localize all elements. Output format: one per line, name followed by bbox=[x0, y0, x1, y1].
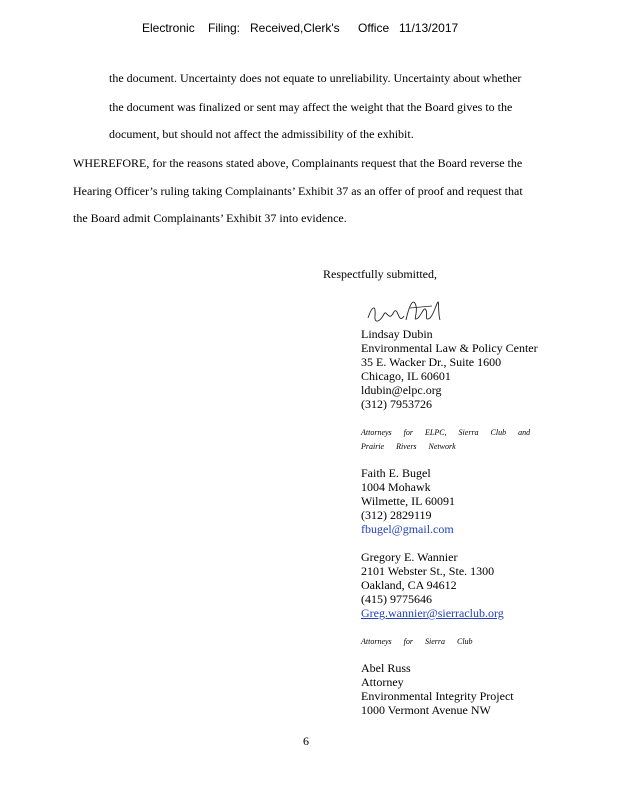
signatory-address: Wilmette, IL 60091 bbox=[361, 494, 456, 508]
attorneys-for-elpc-cont: Prairie Rivers Network bbox=[361, 442, 456, 451]
signatory-address: 2101 Webster St., Ste. 1300 bbox=[361, 564, 495, 578]
body-line: Hearing Officer’s ruling taking Complainants’ Exhibit 37 as an offer of proof and request that bbox=[73, 184, 523, 198]
signatory-address: 1000 Vermont Avenue NW bbox=[361, 703, 491, 717]
attorneys-for-elpc: Attorneys for ELPC, Sierra Club and bbox=[361, 428, 531, 437]
header-electronic: Electronic bbox=[142, 21, 195, 35]
body-line: WHEREFORE, for the reasons stated above, Complainants request that the Board reverse the bbox=[73, 156, 523, 170]
body-line: the Board admit Complainants’ Exhibit 37 into evidence. bbox=[73, 211, 347, 225]
signatory-phone: (312) 7953726 bbox=[361, 397, 432, 411]
body-line: the document. Uncertainty does not equate to unreliability. Uncertainty about whether bbox=[109, 71, 522, 85]
signatory-address: 1004 Mohawk bbox=[361, 480, 431, 494]
body-line: document, but should not affect the admissibility of the exhibit. bbox=[109, 127, 414, 141]
header-date: 11/13/2017 bbox=[399, 21, 459, 35]
header-received: Received,Clerk's bbox=[250, 21, 340, 35]
signatory-russ bbox=[361, 661, 514, 717]
signatory-name: Lindsay Dubin bbox=[361, 327, 433, 341]
signatory-dubin bbox=[361, 327, 538, 411]
signatory-name: Faith E. Bugel bbox=[361, 466, 431, 480]
signatory-wannier bbox=[361, 550, 504, 620]
signatory-title: Attorney bbox=[361, 675, 404, 689]
closing-text: Respectfully submitted, bbox=[323, 267, 437, 281]
signatory-email: ldubin@elpc.org bbox=[361, 383, 442, 397]
signatory-email-link[interactable]: fbugel@gmail.com bbox=[361, 522, 454, 536]
signatory-bugel bbox=[361, 466, 455, 536]
body-line: the document was finalized or sent may affect the weight that the Board gives to the bbox=[109, 100, 513, 114]
signatory-address: 35 E. Wacker Dr., Suite 1600 bbox=[361, 355, 502, 369]
signatory-email-link[interactable]: Greg.wannier@sierraclub.org bbox=[361, 606, 504, 620]
header-office: Office bbox=[358, 21, 390, 35]
page-number: 6 bbox=[303, 734, 309, 748]
signatory-name: Abel Russ bbox=[361, 661, 411, 675]
signatory-address: Oakland, CA 94612 bbox=[361, 578, 457, 592]
signatory-phone: (415) 9775646 bbox=[361, 592, 432, 606]
signatory-org: Environmental Law & Policy Center bbox=[361, 341, 538, 355]
attorneys-for-sierra-club: Attorneys for Sierra Club bbox=[361, 637, 473, 646]
signatory-org: Environmental Integrity Project bbox=[361, 689, 514, 703]
handwritten-signature-icon bbox=[366, 296, 446, 330]
header-filing: Filing: bbox=[208, 21, 241, 35]
signatory-phone: (312) 2829119 bbox=[361, 508, 432, 522]
signatory-address: Chicago, IL 60601 bbox=[361, 369, 451, 383]
signatory-name: Gregory E. Wannier bbox=[361, 550, 458, 564]
